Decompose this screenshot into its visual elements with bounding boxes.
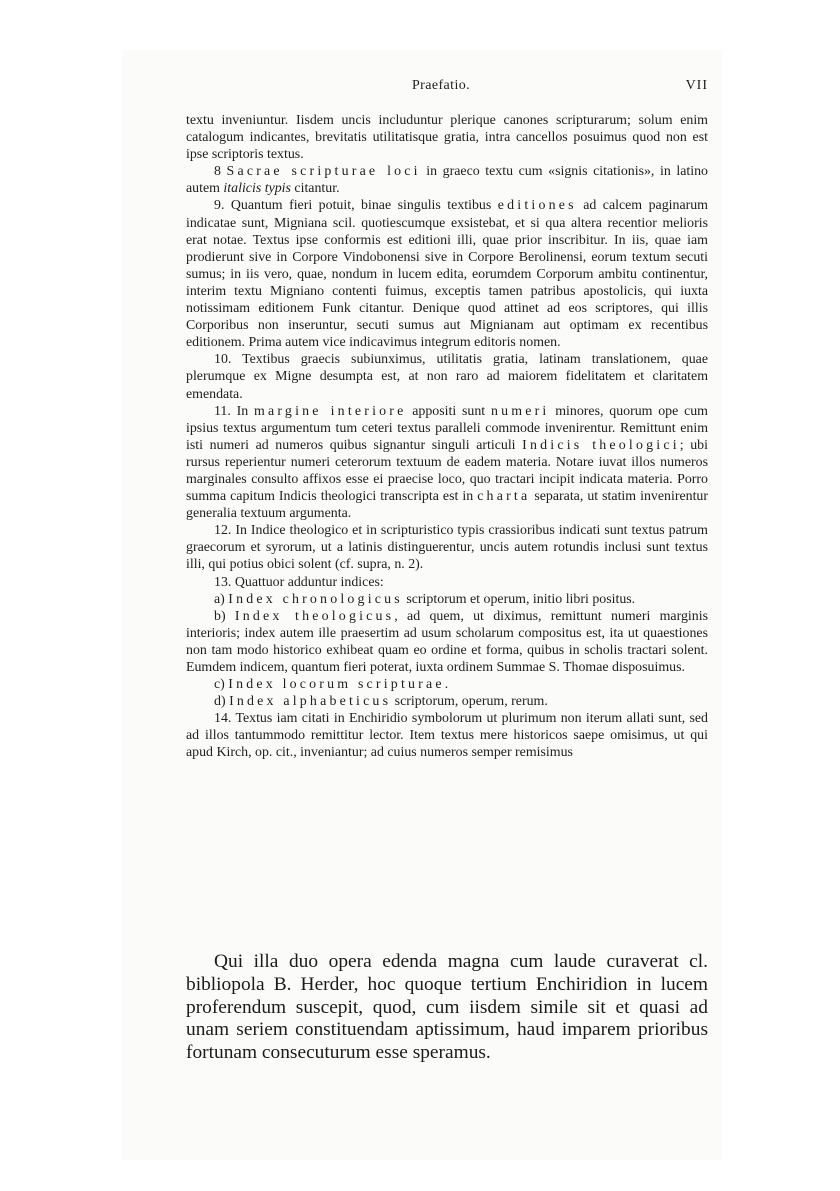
paragraph-9: [186, 197, 708, 351]
list-marker: d): [214, 694, 226, 710]
italic-term: italicis typis: [223, 181, 291, 197]
paragraph-text: separata, ut statim invenirentur generalia textuum argumenta.: [186, 489, 708, 522]
closing-paragraph: Qui illa duo opera edenda magna cum laude curaverat cl. bibliopola B. Herder, hoc quoque tertium Enchiridion in lucem proferendum suscepit, quod, cum iisdem simile sit et quasi ad unam seriem constituendam aptissimum, haud imparem prioribus fortunam consecuturum esse speramus.: [186, 951, 708, 1063]
spaced-term: Index theologicus: [234, 608, 395, 624]
paragraph-8: [186, 163, 708, 197]
list-item-b: [186, 608, 708, 676]
spaced-term: numeri: [490, 403, 550, 419]
paragraph-text: Textus iam citati in Enchiridio symbolorum ut plurimum non iterum allati sunt, sed ad illos tantummodo remittitur lector. Item textus mere historicos saepe omisimus, ut qui apud Kirch, op. cit., inveniantur; ad cuius numeros semper remisimus: [186, 711, 708, 761]
list-text: scriptorum, operum, rerum.: [391, 694, 548, 710]
list-text: scriptorum et operum, initio libri positus.: [402, 591, 636, 607]
paragraph-text: ; ubi rursus reperientur numeri ceterorum textuum de eadem materia. Notare iuvat illos numeros marginales consulto affixos esse ei praecise loco, quo tractari incipit indicata materia. Porro summa capitum Indicis theologici transcripta est in: [186, 437, 708, 505]
paragraph-12: [186, 522, 708, 573]
paragraph-13: [186, 574, 708, 591]
spaced-term: Sacrae scripturae loci: [226, 164, 421, 180]
paragraph-number: 13.: [214, 574, 232, 590]
list-marker: a): [214, 591, 225, 607]
list-item-c: [186, 676, 708, 693]
spaced-term: margine interiore: [253, 403, 407, 419]
paragraph-number: 11.: [214, 403, 231, 419]
paragraph-14: [186, 710, 708, 761]
paragraph-text: citantur.: [290, 181, 340, 197]
paragraph-number: 12.: [214, 523, 232, 539]
paragraph-text: Quantum fieri potuit, binae singulis textibus: [224, 198, 498, 214]
spaced-term: editiones: [497, 198, 577, 214]
paragraph-text: minores, quorum ope cum ipsius textus argumentum tum ceteri textus paralleli commode invenirentur. Remittunt enim isti numeri ad numeros quibus signantur singuli articuli: [186, 403, 708, 453]
paragraph-text: In Indice theologico et in scripturistico typis crassioribus indicati sunt textus patrum graecorum et syrorum, ut a latinis distinguerentur, uncis autem rotundis inclusi sunt textus illi, qui potius obici solent (cf. supra, n. 2).: [186, 523, 708, 573]
list-marker: c): [214, 677, 225, 693]
list-item-a: [186, 591, 708, 608]
paragraph-text: appositi sunt: [406, 403, 491, 419]
paragraph-text: In: [230, 403, 254, 419]
list-text: .: [444, 677, 449, 693]
spaced-term: Index alphabeticus: [229, 694, 392, 710]
page-number: VII: [685, 78, 708, 93]
paragraph-text: ad calcem paginarum indicatae sunt, Migniana scil. quotiescumque exsistebat, et si qua altera recentior melioris erat notae. Textus ipse conformis est editioni illi, quae prior inscribitur. In iis, quae iam prodierunt sive in Corpore Vindobonensi sive in Corpore Berolinensi, eorum textum secuti sumus; in iis vero, quae, nondum in lucem edita, eorumdem Corporum ambitu continentur, interim textu Migniano contenti fuimus, exceptis tamen patribus apostolicis, qui iuxta notissimam editionem Funk citantur. Denique quod attinet ad eos scriptores, qui illis Corporibus non inseruntur, secuti sumus aut Mignianam aut optimam ex recentibus editionem. Prima autem vice indicavimus integrum editoris nomen.: [186, 198, 708, 351]
paragraph-number: 14.: [214, 711, 232, 727]
body-text: [186, 112, 708, 762]
spaced-term: Indicis theologici: [522, 437, 680, 453]
running-title: Praefatio.: [412, 78, 471, 93]
paragraph-text: in graeco textu cum «signis citationis», in latino autem: [186, 164, 709, 197]
paragraph-text: Quattuor adduntur indices:: [231, 574, 384, 590]
list-item-d: [186, 693, 708, 710]
paragraph-intro: textu inveniuntur. Iisdem uncis includuntur plerique canones scripturarum; solum enim catalogum indicantes, brevitatis utilitatisque gratia, intra cancellos posuimus quod non est ipse scriptoris textus.: [186, 113, 708, 163]
paragraph-number: 10.: [214, 352, 232, 368]
paragraph-10: [186, 351, 708, 402]
spaced-term: Index locorum scripturae: [228, 677, 445, 693]
spaced-term: charta: [477, 489, 531, 505]
paragraph-11: [186, 403, 708, 523]
list-text: , ad quem, ut diximus, remittunt numeri marginis interioris; index autem ille praesertim ad usum scholarum compositus est, ita ut quaestiones non tam modo historico exhibeat quam eo ordine et forma, quibus in scholis tractari solent. Eumdem indicem, quantum fieri poterat, iuxta ordinem Summae S. Thomae disposuimus.: [186, 608, 708, 675]
paragraph-number: 9.: [214, 198, 225, 214]
list-marker: b): [214, 608, 226, 624]
paragraph-text: Textibus graecis subiunximus, utilitatis gratia, latinam translationem, quae plerumque ex Migne desumpta est, at non raro ad maiorem fidelitatem et claritatem emendata.: [186, 352, 708, 402]
paragraph-number: 8: [214, 164, 221, 180]
spaced-term: Index chronologicus: [228, 591, 403, 607]
